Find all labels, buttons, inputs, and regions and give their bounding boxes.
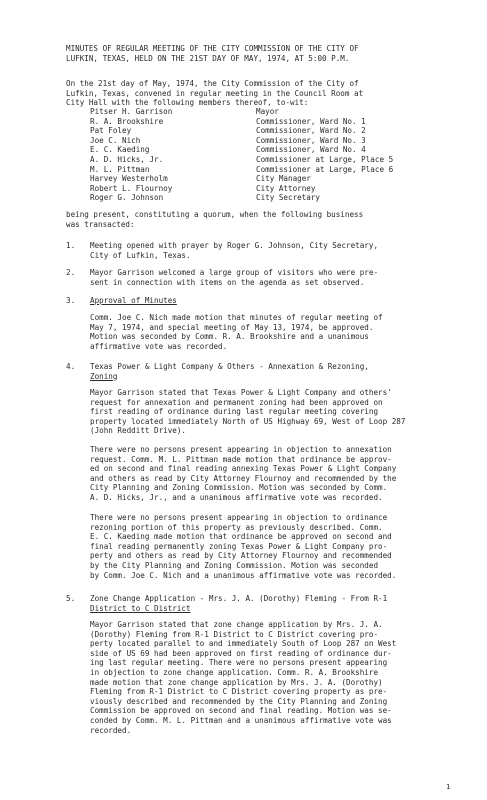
item-text [90,362,445,381]
paragraph-line: Fleming from R-1 District to C District covering property as pre- [90,687,388,697]
roster-row [90,107,430,117]
roster-row [90,126,430,136]
member-name: Robert L. Flournoy [90,183,173,193]
paragraph-line: There were no persons present appearing in objection to annexation [90,445,392,454]
item-number: 3. [66,296,76,305]
item-line: Mayor Garrison welcomed a large group of visitors who were pre- [90,268,379,277]
paragraph-line: Mayor Garrison stated that Texas Power & Light Company and others' [90,388,392,397]
paragraph-line: first reading of ordinance during last regular meeting covering [90,407,379,417]
item-heading: Approval of Minutes [90,296,177,305]
member-name: Pitser H. Garrison [90,107,173,116]
item-line: City of Lufkin, Texas. [90,250,191,260]
item-5-paragraph [90,620,445,735]
paragraph-line: conded by Comm. M. L. Pittman and a unanimous affirmative vote was [90,715,392,725]
paragraph-line: E. C. Kaeding made motion that ordinance be approved on second and [90,532,392,542]
paragraph-line: rezoning portion of this property as previously described. Comm. [90,522,383,532]
member-title: Commissioner at Large, Place 5 [256,154,394,164]
member-title: Commissioner, Ward No. 1 [256,116,366,126]
paragraph-line: perty located parallel to and immediately South of Loop 287 on West [90,639,397,649]
roster-row [90,155,430,165]
member-name: R. A. Brookshire [90,116,164,126]
quorum-statement [66,210,426,229]
paragraph-line: Comm. Joe C. Nich made motion that minutes of regular meeting of [90,313,383,322]
paragraph-line: ed on second and final reading annexing Texas Power & Light Company [90,464,397,474]
roster-row [90,165,430,175]
member-name: Joe C. Nich [90,135,141,145]
item-heading: Texas Power & Light Company & Others - Annexation & Rezoning, [90,362,369,371]
roster-row [90,136,430,146]
item-text [90,594,445,613]
paragraph-line: Motion was seconded by Comm. R. A. Brookshire and a unanimous [90,332,369,342]
roster-row [90,174,430,184]
paragraph-line: Commission be approved on second and final reading. Motion was se- [90,706,392,716]
item-heading-cont: Zoning [90,371,118,381]
roster-row [90,184,430,194]
item-number: 5. [66,594,76,603]
paragraph-line: by the City Planning and Zoning Commission. Motion was seconded [90,560,379,570]
paragraph-line: ing last regular meeting. There were no persons present appearing [90,658,388,668]
member-title: City Manager [256,174,311,184]
paragraph-line: (Dorothy) Fleming from R-1 District to C District covering pro- [90,629,379,639]
item-line: sent in connection with items on the agenda as set observed. [90,277,365,287]
member-title: Mayor [256,107,279,116]
item-line: Meeting opened with prayer by Roger G. Johnson, City Secretary, [90,241,379,250]
member-title: Commissioner at Large, Place 6 [256,164,394,174]
quorum-line: being present, constituting a quorum, when the following business [66,210,364,219]
intro-line: City Hall with the following members thereof, to-wit: [66,98,309,108]
header-line: LUFKIN, TEXAS, HELD ON THE 21ST DAY OF MAY, 1974, AT 5:00 P.M. [66,53,350,63]
paragraph-line: property located immediately North of US Highway 69, West of Loop 287 [90,416,406,426]
roster-row [90,117,430,127]
paragraph-line: A. D. Hicks, Jr., and a unanimous affirmative vote was recorded. [90,492,383,502]
member-name: E. C. Kaeding [90,145,150,155]
item-4-paragraph-1 [90,388,445,436]
item-4-paragraph-3 [90,513,445,580]
item-number: 1. [66,241,76,250]
member-title: City Secretary [256,193,321,203]
item-4-paragraph-2 [90,445,445,503]
paragraph-line: and others as read by City Attorney Flournoy and recommended by the [90,473,397,483]
paragraph-line: (John Redditt Drive). [90,426,187,436]
item-number: 4. [66,362,76,371]
item-text [90,268,445,287]
paragraph-line: Mayor Garrison stated that zone change application by Mrs. J. A. [90,620,383,629]
paragraph-line: request for annexation and permanent zoning had been approved on [90,397,383,407]
item-heading: Zone Change Application - Mrs. J. A. (Dorothy) Fleming - From R-1 [90,594,388,603]
member-title: Commissioner, Ward No. 4 [256,145,366,155]
minutes-header [66,44,416,63]
paragraph-line: request. Comm. M. L. Pittman made motion that ordinance be approv- [90,454,392,464]
member-roster [90,107,430,203]
member-name: Pat Foley [90,126,132,136]
member-name: Harvey Westerholm [90,174,168,184]
page-number: 1 [446,783,451,791]
paragraph-line: recorded. [90,725,132,735]
item-heading-cont: District to C District [90,603,191,613]
paragraph-line: in objection to zone change application. Comm. R. A. Brookshire [90,667,379,677]
item-text [90,241,445,260]
intro-paragraph [66,79,426,108]
paragraph-line: affirmative vote was recorded. [90,341,228,351]
roster-row [90,193,430,203]
member-title: Commissioner, Ward No. 3 [256,135,366,145]
paragraph-line: May 7, 1974, and special meeting of May 13, 1974, be approved. [90,322,374,332]
member-title: Commissioner, Ward No. 2 [256,126,366,136]
item-number: 2. [66,268,76,277]
quorum-line: was transacted: [66,219,135,229]
paragraph-line: made motion that zone change application by Mrs. J. A. (Dorothy) [90,677,383,687]
member-name: Roger G. Johnson [90,193,164,203]
item-3-paragraph [90,313,445,351]
item-text [90,296,445,306]
paragraph-line: final reading permanently zoning Texas Power & Light Company pro- [90,541,388,551]
roster-row [90,145,430,155]
paragraph-line: perty and others as read by City Attorney Flournoy and recommended [90,551,392,561]
member-name: M. L. Pittman [90,164,150,174]
paragraph-line: City Planning and Zoning Commission. Motion was seconded by Comm. [90,483,388,493]
paragraph-line: by Comm. Joe C. Nich and a unanimous affirmative vote was recorded. [90,570,397,580]
member-name: A. D. Hicks, Jr. [90,154,164,164]
paragraph-line: There were no persons present appearing in objection to ordinance [90,513,388,522]
intro-line: On the 21st day of May, 1974, the City Commission of the City of [66,79,359,88]
paragraph-line: side of US 69 had been approved on first reading of ordinance dur- [90,648,392,658]
member-title: City Attorney [256,183,316,193]
header-line: MINUTES OF REGULAR MEETING OF THE CITY COMMISSION OF THE CITY OF [66,44,359,53]
paragraph-line: viously described and recommended by the City Planning and Zoning [90,696,388,706]
intro-line: Lufkin, Texas, convened in regular meeting in the Council Room at [66,88,364,98]
